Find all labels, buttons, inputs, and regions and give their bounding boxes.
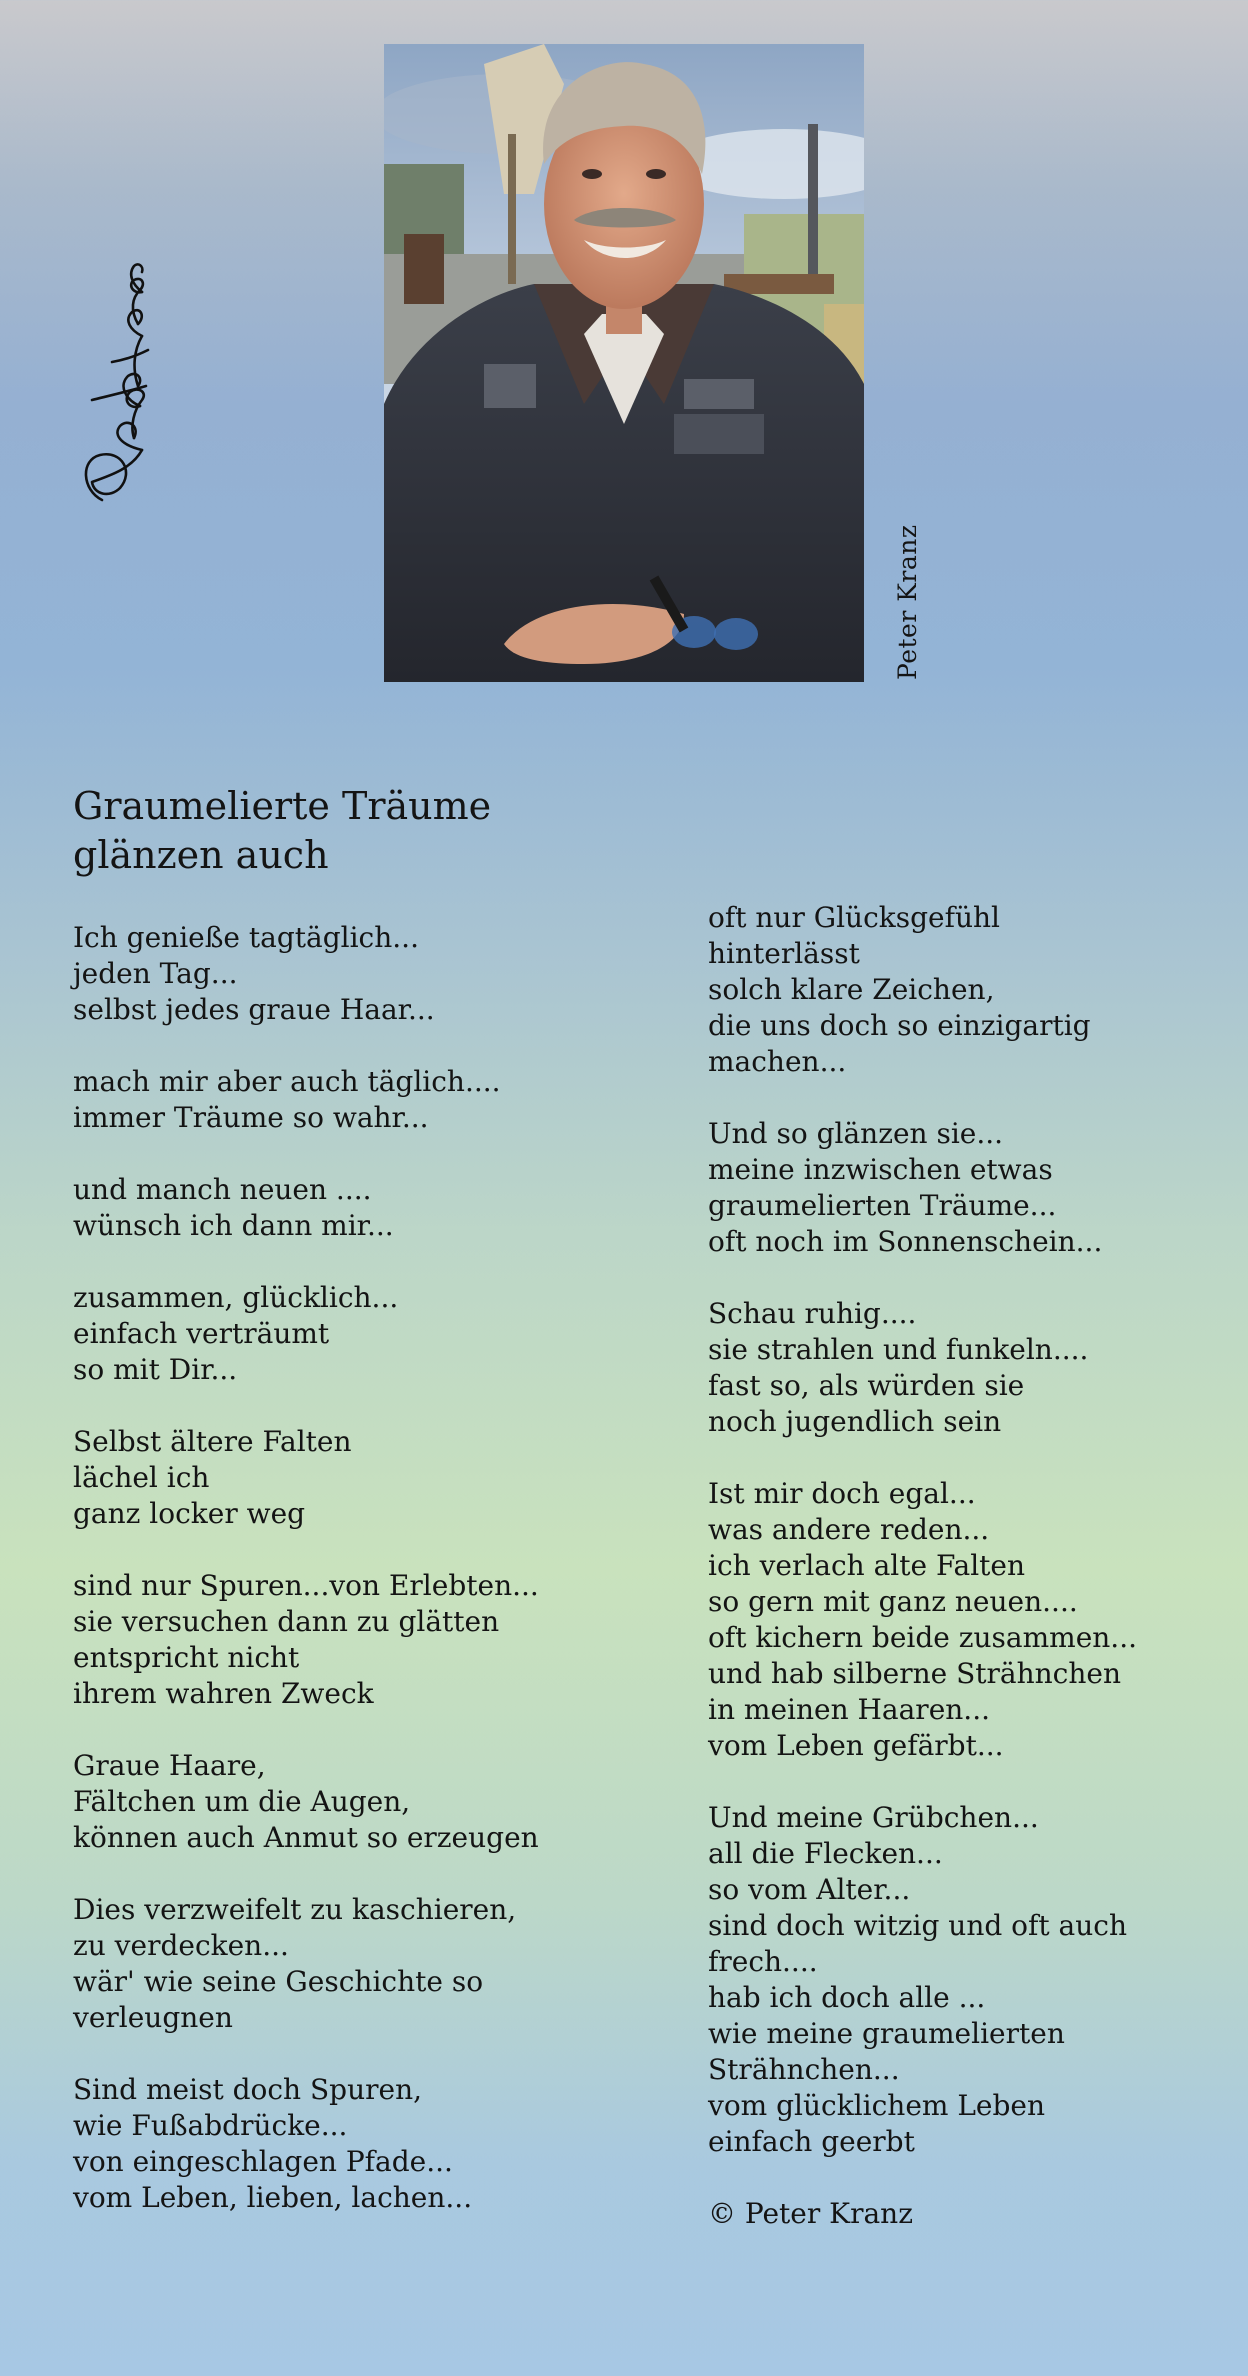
poem-line: fast so, als würden sie	[708, 1369, 1025, 1402]
poem-title-line: glänzen auch	[73, 833, 329, 877]
poem-line: graumelierten Träume...	[708, 1189, 1057, 1222]
poem-line: Graue Haare,	[73, 1749, 266, 1782]
poem-line: vom Leben, lieben, lachen...	[73, 2181, 473, 2214]
poem-line: selbst jedes graue Haar...	[73, 993, 435, 1026]
poem-right-column	[708, 900, 1248, 2232]
photo-credit: Peter Kranz	[893, 524, 922, 680]
poem-stanza	[708, 1116, 1248, 1260]
poem-line: entspricht nicht	[73, 1641, 300, 1674]
poem-line: wär' wie seine Geschichte so	[73, 1965, 484, 1998]
poem-title	[73, 782, 633, 880]
poem-line: so vom Alter...	[708, 1873, 911, 1906]
poem-line: so mit Dir...	[73, 1353, 238, 1386]
poem-line: sind doch witzig und oft auch	[708, 1909, 1127, 1942]
poem-title-line: Graumelierte Träume	[73, 784, 492, 828]
poem-stanza	[73, 1748, 633, 1856]
poem-line: solch klare Zeichen,	[708, 973, 995, 1006]
poem-stanza	[73, 1280, 633, 1388]
poem-line: mach mir aber auch täglich....	[73, 1065, 501, 1098]
poem-line: und manch neuen ....	[73, 1173, 372, 1206]
poem-line: Und meine Grübchen...	[708, 1801, 1039, 1834]
poem-line: wie meine graumelierten	[708, 2017, 1065, 2050]
poem-stanza	[73, 1064, 633, 1136]
poem-line: hinterlässt	[708, 937, 860, 970]
poem-line: all die Flecken...	[708, 1837, 943, 1870]
poem-stanza	[73, 1568, 633, 1712]
poem-line: Ich genieße tagtäglich...	[73, 921, 419, 954]
poem-line: und hab silberne Strähnchen	[708, 1657, 1121, 1690]
poem-line: vom glücklichem Leben	[708, 2089, 1046, 2122]
poem-line: können auch Anmut so erzeugen	[73, 1821, 539, 1854]
poem-line: oft nur Glücksgefühl	[708, 901, 1000, 934]
poem-line: von eingeschlagen Pfade...	[73, 2145, 453, 2178]
poem-line: frech....	[708, 1945, 818, 1978]
poem-line: einfach verträumt	[73, 1317, 330, 1350]
poem-line: immer Träume so wahr...	[73, 1101, 429, 1134]
poem-stanza	[708, 1296, 1248, 1440]
poem-stanza	[708, 900, 1248, 1080]
poem-line: meine inzwischen etwas	[708, 1153, 1053, 1186]
poem-line: ich verlach alte Falten	[708, 1549, 1026, 1582]
poem-line: lächel ich	[73, 1461, 210, 1494]
poem-stanza	[73, 1892, 633, 2036]
poem-line: hab ich doch alle ...	[708, 1981, 986, 2014]
poem-line: Selbst ältere Falten	[73, 1425, 352, 1458]
poem-line: wie Fußabdrücke...	[73, 2109, 348, 2142]
poem-line: Sind meist doch Spuren,	[73, 2073, 423, 2106]
poem-line: die uns doch so einzigartig	[708, 1009, 1091, 1042]
poem-line: verleugnen	[73, 2001, 233, 2034]
portrait-photo	[384, 44, 864, 682]
poem-line: Und so glänzen sie...	[708, 1117, 1004, 1150]
poem-stanza	[73, 1424, 633, 1532]
signature-logo	[72, 250, 162, 510]
poem-line: machen...	[708, 1045, 847, 1078]
poem-line: Schau ruhig....	[708, 1297, 917, 1330]
poem-line: in meinen Haaren...	[708, 1693, 990, 1726]
poem-line: Fältchen um die Augen,	[73, 1785, 411, 1818]
poem-line: sie strahlen und funkeln....	[708, 1333, 1089, 1366]
poem-stanza	[708, 1800, 1248, 2160]
poem-stanza	[73, 2072, 633, 2216]
poem-stanza	[708, 1476, 1248, 1764]
poem-line: Strähnchen...	[708, 2053, 900, 2086]
copyright-notice: © Peter Kranz	[708, 2197, 913, 2230]
poem-line: sind nur Spuren...von Erlebten...	[73, 1569, 539, 1602]
poem-line: oft noch im Sonnenschein...	[708, 1225, 1103, 1258]
poem-stanza	[73, 1172, 633, 1244]
poem-stanza	[73, 920, 633, 1028]
poem-line: ihrem wahren Zweck	[73, 1677, 374, 1710]
poem-line: wünsch ich dann mir...	[73, 1209, 394, 1242]
poem-line: einfach geerbt	[708, 2125, 915, 2158]
poem-line: noch jugendlich sein	[708, 1405, 1002, 1438]
poem-line: zusammen, glücklich...	[73, 1281, 399, 1314]
poem-line: vom Leben gefärbt...	[708, 1729, 1004, 1762]
poem-line: oft kichern beide zusammen...	[708, 1621, 1137, 1654]
poem-left-column	[73, 920, 633, 2216]
poem-line: Dies verzweifelt zu kaschieren,	[73, 1893, 517, 1926]
poem-line: so gern mit ganz neuen....	[708, 1585, 1078, 1618]
poem-line: was andere reden...	[708, 1513, 990, 1546]
poem-line: Ist mir doch egal...	[708, 1477, 976, 1510]
poem-line: jeden Tag...	[73, 957, 238, 990]
poem-line: zu verdecken...	[73, 1929, 289, 1962]
poem-line: ganz locker weg	[73, 1497, 306, 1530]
poem-line: sie versuchen dann zu glätten	[73, 1605, 500, 1638]
